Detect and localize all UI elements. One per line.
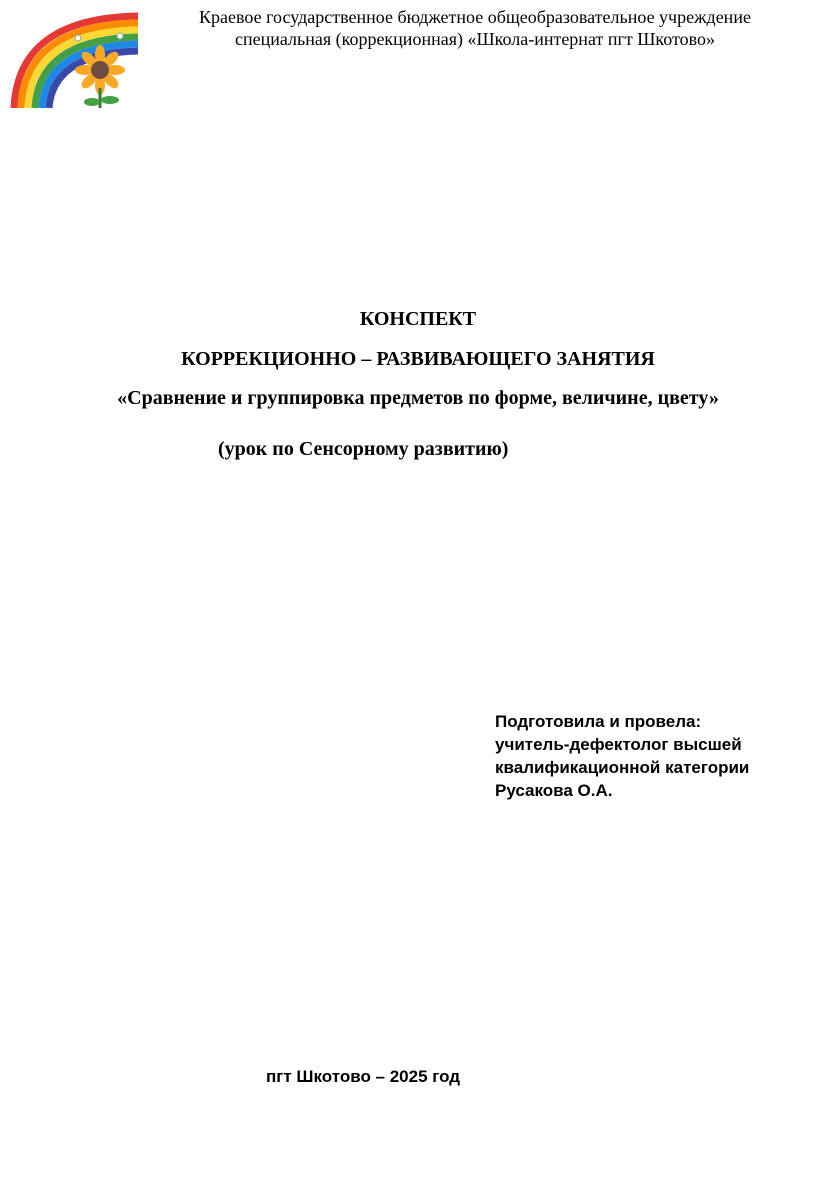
school-logo: [8, 8, 148, 112]
lesson-type: (урок по Сенсорному развитию): [218, 438, 509, 460]
institution-header: [150, 6, 800, 50]
place-year: пгт Шкотово – 2025 год: [266, 1067, 461, 1086]
document-title: КОНСПЕКТ: [359, 308, 477, 330]
document-subtitle: КОРРЕКЦИОННО – РАЗВИВАЮЩЕГО ЗАНЯТИЯ: [181, 348, 655, 370]
author-line-3: квалификационной категории: [495, 758, 750, 777]
header-line-2: специальная (коррекционная) «Школа-интернат пгт Шкотово»: [235, 29, 715, 49]
rainbow-sunflower-icon: [8, 8, 148, 112]
author-name: Русакова О.А.: [495, 781, 613, 800]
author-line-2: учитель-дефектолог высшей: [495, 735, 742, 754]
lesson-topic: «Сравнение и группировка предметов по форме, величине, цвету»: [117, 387, 719, 409]
author-line-1: Подготовила и провела:: [495, 712, 702, 731]
author-block: [495, 710, 749, 802]
header-line-1: Краевое государственное бюджетное общеобразовательное учреждение: [199, 7, 751, 27]
